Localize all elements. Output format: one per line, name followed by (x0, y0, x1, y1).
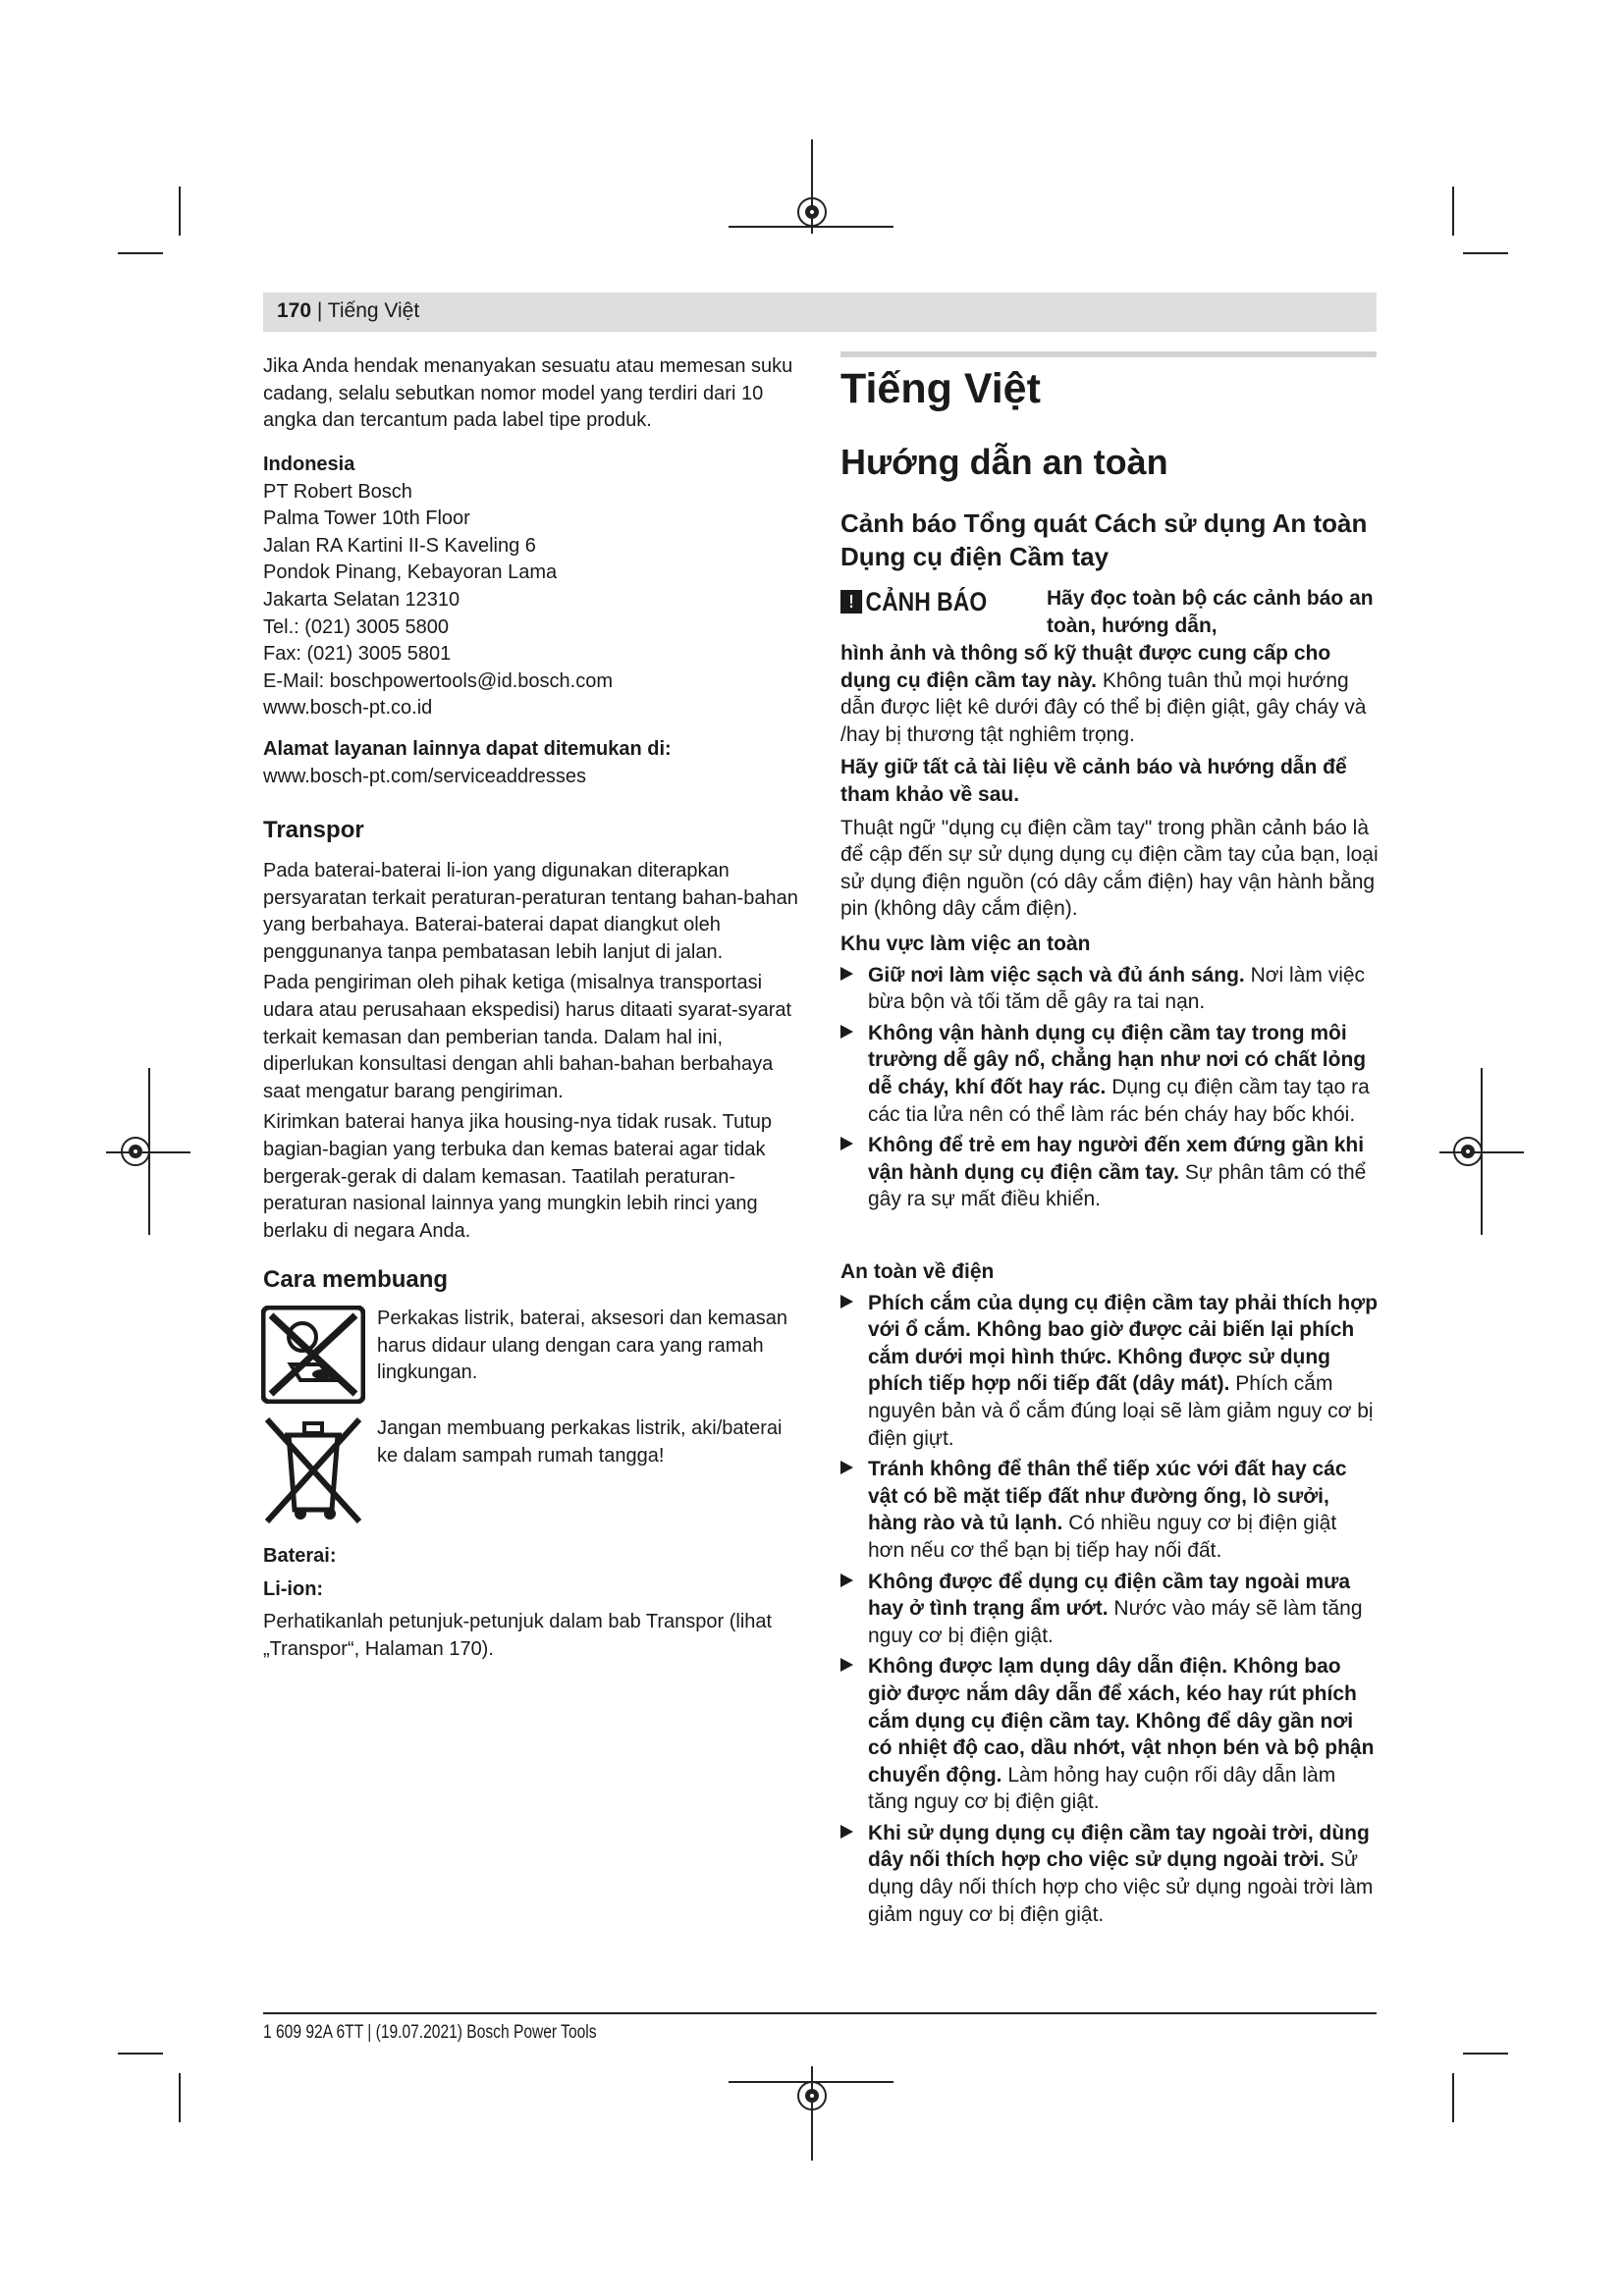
warning-label: ! CẢNH BÁO (840, 587, 987, 617)
header-section: Tiếng Việt (327, 299, 420, 322)
contact-line: Tel.: (021) 3005 5800 (263, 615, 450, 638)
page-number: 170 (277, 299, 312, 322)
work-area-section (840, 931, 1379, 1213)
contact-line: Jalan RA Kartini II-S Kaveling 6 (263, 534, 536, 557)
contact-line: Jakarta Selatan 12310 (263, 588, 460, 611)
list-item: Giữ nơi làm việc sạch và đủ ánh sáng. Nơi làm việc bừa bộn và tối tăm dễ gây ra tai nạn. (840, 962, 1379, 1016)
header-text: 170 | Tiếng Việt (277, 299, 420, 322)
page-footer: 1 609 92A 6TT | (19.07.2021) Bosch Power Tools (263, 2022, 597, 2043)
registration-target-icon (797, 2081, 827, 2110)
page-header (263, 293, 1377, 332)
arrow-bullet-icon (840, 967, 853, 981)
warning-text: hình ảnh và thông số kỹ thuật được cung cấp cho dụng cụ điện cầm tay này. Không tuân thủ mọi hướng dẫn được liệt kê dưới đây có thể bị điện giật, gây cháy và /hay bị thương tật nghiêm trọng. Hãy giữ tất cả tài liệu về cảnh báo và hướng dẫn để tham khảo về sau. Thuật ngữ "dụng cụ điện cầm tay" trong phần cảnh báo là để cập đến sự sử dụng dụng cụ điện cầm tay của bạn, loại sử dụng điện nguồn (có dây cắm điện) hay vận hành bằng pin (không dây cắm điện). (840, 640, 1379, 923)
page-title: Tiếng Việt (840, 365, 1041, 412)
list-item: Khi sử dụng dụng cụ điện cầm tay ngoài trời, dùng dây nối thích hợp cho việc sử dụng ngoài trời. Sử dụng dây nối thích hợp cho việc sử dụng ngoài trời làm giảm nguy cơ bị điện giật. (840, 1820, 1379, 1928)
list-item: Không vận hành dụng cụ điện cầm tay trong môi trường dễ gây nổ, chẳng hạn như nơi có chất lỏng dễ cháy, khí đốt hay rác. Dụng cụ điện cầm tay tạo ra các tia lửa nên có thể làm rác bén cháy hay bốc khói. (840, 1020, 1379, 1128)
disposal-heading: Cara membuang (263, 1266, 449, 1293)
registration-target-icon (121, 1137, 150, 1166)
subsection-title: Cảnh báo Tổng quát Cách sử dụng An toàn Dụng cụ điện Cầm tay (840, 508, 1368, 571)
service-addresses (263, 736, 801, 790)
contact-country: Indonesia (263, 454, 355, 475)
arrow-bullet-icon (840, 1825, 853, 1839)
registration-target-icon (1453, 1137, 1483, 1166)
crop-mark (118, 2053, 163, 2055)
list-item: Không được để dụng cụ điện cầm tay ngoài mưa hay ở tình trạng ẩm ướt. Nước vào máy sẽ làm tăng nguy cơ bị điện giật. (840, 1569, 1379, 1650)
transport-heading: Transpor (263, 817, 364, 843)
crop-mark (1452, 2073, 1454, 2122)
list-item: Không để trẻ em hay người đến xem đứng gần khi vận hành dụng cụ điện cầm tay. Sự phân tâm có thể gây ra sự mất điều khiển. (840, 1132, 1379, 1213)
recycle-icon (261, 1306, 365, 1404)
crop-mark (1463, 252, 1508, 254)
contact-email[interactable]: E-Mail: boschpowertools@id.bosch.com (263, 669, 614, 692)
list-item: Không được lạm dụng dây dẫn điện. Không bao giờ được nắm dây dẫn để xách, kéo hay rút phích cắm dụng cụ điện cầm tay. Không để dây gần nơi có nhiệt độ cao, dầu nhớt, vật nhọn bén và bộ phận chuyển động. Làm hỏng hay cuộn rối dây dẫn làm tăng nguy cơ bị điện giật. (840, 1653, 1379, 1816)
arrow-bullet-icon (840, 1137, 853, 1150)
contact-block (263, 452, 801, 722)
liion-text: Perhatikanlah petunjuk-petunjuk dalam bab Transpor (lihat „Transpor“, Halaman 170). (263, 1611, 773, 1660)
contact-line: Fax: (021) 3005 5801 (263, 643, 452, 666)
recycle-text: Perkakas listrik, baterai, aksesori dan kemasan harus didaur ulang dengan cara yang ramah lingkungan. (377, 1308, 787, 1384)
battery-block (263, 1543, 801, 1663)
electrical-section (840, 1258, 1379, 1928)
arrow-bullet-icon (840, 1658, 853, 1672)
registration-target-icon (797, 197, 827, 227)
transport-text: Pada baterai-baterai li-ion yang digunakan diterapkan persyaratan terkait peraturan-peraturan tentang bahan-bahan yang berbahaya. Baterai-baterai dapat diangkut oleh penggunanya tanpa pembatasan lebih lanjut di jalan. Pada pengiriman oleh pihak ketiga (misalnya transportasi udara atau perusahaan ekspedisi) harus ditaati syarat-syarat terkait kemasan dan pemberian tanda. Dalam hal ini, diperlukan konsultasi dengan ahli bahan-bahan berbahaya saat mengatur barang pengiriman. Kirimkan baterai hanya jika housing-nya tidak rusak. Tutup bagian-bagian yang terbuka dan kemas baterai agar tidak bergerak-gerak di dalam kemasan. Taatilah peraturan-peraturan nasional lainnya yang mungkin lebih rinci yang berlaku di negara Anda. (263, 860, 798, 1242)
crop-mark (1463, 2053, 1508, 2055)
arrow-bullet-icon (840, 1025, 853, 1039)
contact-line: PT Robert Bosch (263, 480, 412, 503)
service-label: Alamat layanan lainnya dapat ditemukan di: (263, 738, 672, 760)
crop-mark (179, 187, 181, 236)
intro-paragraph: Jika Anda hendak menanyakan sesuatu atau memesan suku cadang, selalu sebutkan nomor model yang terdiri dari 10 angka dan tercantum pada label tipe produk. (263, 355, 793, 432)
warning-first-lines: Hãy đọc toàn bộ các cảnh báo an toàn, hướng dẫn, (1047, 587, 1374, 637)
crop-mark (118, 252, 163, 254)
list-item: Tránh không để thân thể tiếp xúc với đất hay các vật có bề mặt tiếp đất như đường ống, lò sưởi, hàng rào và tủ lạnh. Có nhiều nguy cơ bị điện giật hơn nếu cơ thể bạn bị tiếp hay nối đất. (840, 1456, 1379, 1564)
contact-line: Palma Tower 10th Floor (263, 507, 470, 530)
contact-website[interactable]: www.bosch-pt.co.id (263, 697, 433, 720)
work-area-heading: Khu vực làm việc an toàn (840, 933, 1091, 955)
arrow-bullet-icon (840, 1461, 853, 1474)
footer-rule (263, 2012, 1377, 2014)
crossed-bin-icon (261, 1414, 365, 1527)
keep-docs: Hãy giữ tất cả tài liệu về cảnh báo và hướng dẫn để tham khảo về sau. (840, 756, 1347, 806)
crop-mark (1452, 187, 1454, 236)
term-definition: Thuật ngữ "dụng cụ điện cầm tay" trong phần cảnh báo là để cập đến sự sử dụng dụng cụ điện cầm tay của bạn, loại sử dụng điện nguồn (có dây cắm điện) hay vận hành bằng pin (không dây cắm điện). (840, 816, 1379, 921)
arrow-bullet-icon (840, 1574, 853, 1587)
liion-label: Li-ion: (263, 1577, 324, 1600)
battery-label: Baterai: (263, 1545, 337, 1567)
section-rule (840, 351, 1377, 357)
arrow-bullet-icon (840, 1295, 853, 1308)
crop-mark (179, 2073, 181, 2122)
electrical-heading: An toàn về điện (840, 1260, 995, 1283)
service-url[interactable]: www.bosch-pt.com/serviceaddresses (263, 765, 587, 787)
contact-line: Pondok Pinang, Kebayoran Lama (263, 561, 558, 584)
list-item: Phích cắm của dụng cụ điện cầm tay phải thích hợp với ổ cắm. Không bao giờ được cải biến lại phích cắm dưới mọi hình thức. Không được sử dụng phích tiếp hợp nối tiếp đất (dây mát). Phích cắm nguyên bản và ổ cắm đúng loại sẽ làm giảm nguy cơ bị điện giựt. (840, 1290, 1379, 1453)
bin-text: Jangan membuang perkakas listrik, aki/baterai ke dalam sampah rumah tangga! (377, 1417, 783, 1467)
section-title: Hướng dẫn an toàn (840, 442, 1168, 482)
warning-icon: ! (840, 590, 862, 614)
